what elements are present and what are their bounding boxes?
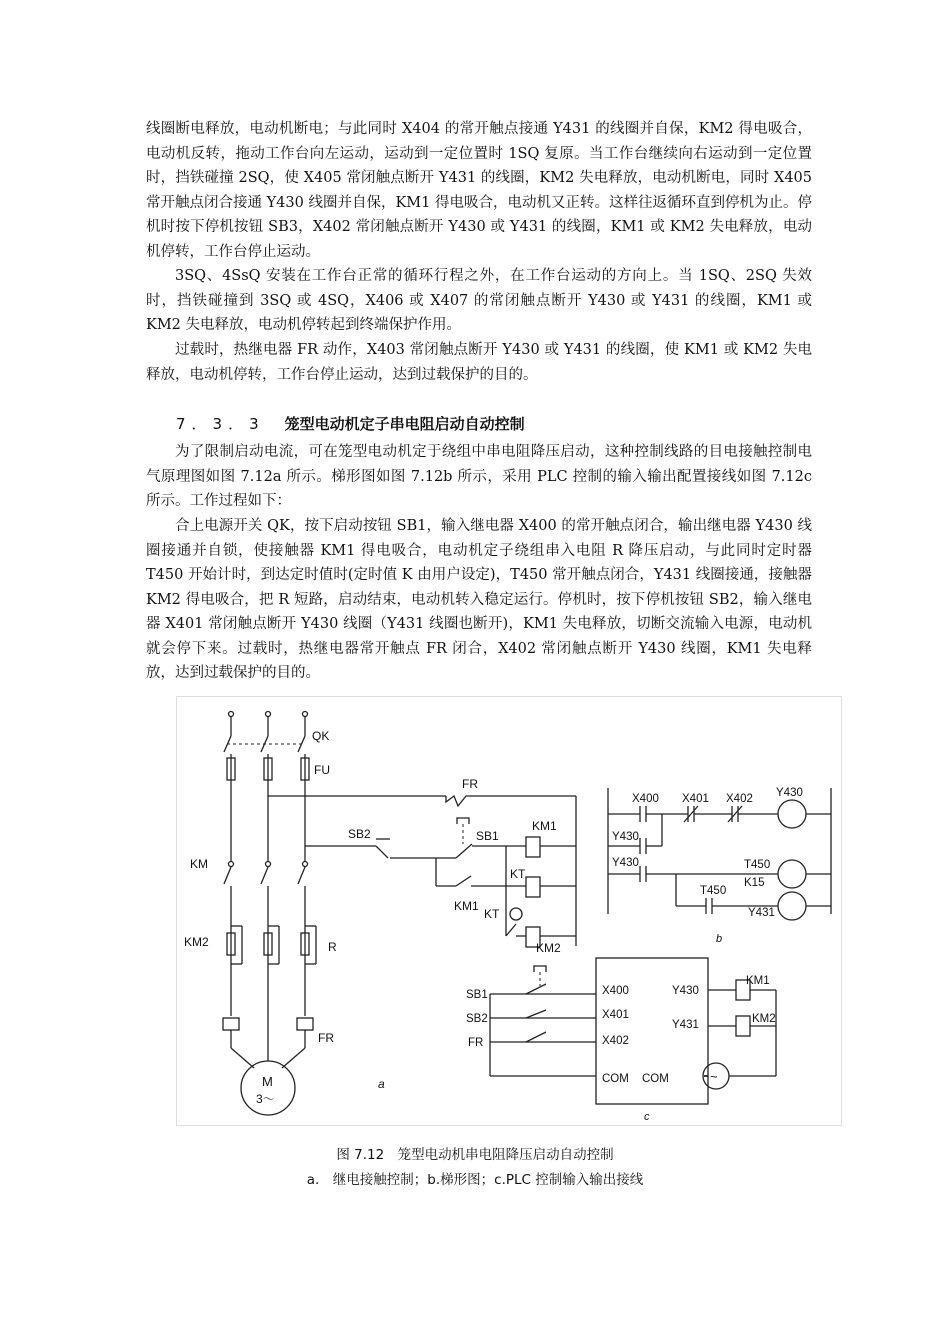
motor-phase: 3～ [256, 1092, 275, 1106]
section-heading [176, 413, 525, 434]
plc-x400: X400 [602, 985, 629, 997]
ladder-y430: Y430 [776, 787, 803, 799]
ladder-x402: X402 [726, 793, 753, 805]
ctrl-kt-contact: KT [484, 907, 500, 921]
plc-y430: Y430 [672, 985, 699, 997]
label-fu: FU [314, 763, 330, 777]
figure-subcaption: a. 继电接触控制；b.梯形图；c.PLC 控制输入输出接线 [306, 1172, 644, 1188]
plc-sb2: SB2 [466, 1013, 488, 1025]
ladder-x401: X401 [682, 793, 709, 805]
figure-caption: 图 7.12 笼型电动机串电阻降压启动自动控制 [336, 1147, 614, 1163]
label-qk: QK [312, 729, 330, 743]
ctrl-km2-coil: KM2 [536, 941, 561, 955]
diagram-c-plc [466, 958, 776, 1123]
ladder-k15: K15 [744, 877, 765, 889]
ctrl-sb2: SB2 [348, 827, 371, 841]
motor-m: M [262, 1074, 273, 1089]
plc-sb1: SB1 [466, 989, 488, 1001]
figure-7-12 [176, 696, 842, 1126]
figure-c-label: c [644, 1111, 650, 1123]
ctrl-fr: FR [462, 777, 478, 791]
plc-ac-source: ~ [710, 1069, 718, 1084]
label-km: KM [190, 857, 208, 871]
ctrl-km1-coil: KM1 [532, 819, 557, 833]
paragraph-2: 3SQ、4SsQ 安装在工作台正常的循环行程之外，在工作台运动的方向上。当 1SQ、2SQ 失效时，挡铁碰撞到 3SQ 或 4SQ，X406 或 X407 的常闭触点断开 Y430 或 Y431 的线圈，KM1 或 KM2 失电释放，电动机停转起到终端保护作用。 [146, 268, 812, 333]
ladder-y430-self: Y430 [612, 831, 639, 843]
plc-com-left: COM [602, 1073, 629, 1085]
label-km2: KM2 [184, 935, 209, 949]
plc-km1: KM1 [746, 975, 770, 987]
ctrl-sb1: SB1 [476, 829, 499, 843]
ladder-y430-b: Y430 [612, 857, 639, 869]
ladder-t450: T450 [744, 859, 771, 871]
paragraph-5: 合上电源开关 QK，按下启动按钮 SB1，输入继电器 X400 的常开触点闭合，输出继电器 Y430 线圈接通并自锁，使接触器 KM1 得电吸合，电动机定子绕组串入电阻 R 降压启动，与此同时定时器 T450 开始计时，到达定时值时(定时值 K 由用户设定)，T450 常开触点闭合，Y431 线圈接通，接触器 KM2 得电吸合，把 R 短路，启动结束，电动机转入稳定运行。停机时，按下停机按钮 SB2，输入继电器 X401 常闭触点断开 Y430 线圈（Y431 线圈也断开)，KM1 失电释放，切断交流输入电源，电动机就会停下来。过载时，热继电器常开触点 FR 闭合，X402 常闭触点断开 Y430 线圈，KM1 失电释放，达到过载保护的目的。 [146, 518, 812, 681]
ladder-x400: X400 [632, 793, 659, 805]
plc-x402: X402 [602, 1035, 629, 1047]
diagram-a-power [184, 712, 406, 1116]
paragraph-1: 线圈断电释放，电动机断电；与此同时 X404 的常开触点接通 Y431 的线圈并自保，KM2 得电吸合，电动机反转，拖动工作台向左运动，运动到一定位置时 1SQ 复原。当工作台继续向右运动到一定位置时，挡铁碰撞 2SQ，使 X405 常闭触点断开 Y431 的线圈，KM2 失电释放，电动机断电，同时 X405 常开触点闭合接通 Y430 线圈并自保，KM1 得电吸合，电动机又正转。这样往返循环直到停机为止。停机时按下停机按钮 SB3，X402 常闭触点断开 Y430 或 Y431 的线圈，KM1 或 KM2 失电释放，电动机停转，工作台停止运动。 [146, 121, 812, 260]
plc-com-right: COM [642, 1073, 669, 1085]
figure-b-label: b [716, 933, 723, 945]
circuit-diagram [176, 696, 842, 1126]
ladder-t450-contact: T450 [700, 885, 727, 897]
plc-y431: Y431 [672, 1019, 699, 1031]
ctrl-kt-coil: KT [510, 867, 526, 881]
figure-a-label: a [378, 1077, 385, 1091]
section-title: 笼型电动机定子串电阻启动自动控制 [284, 415, 525, 433]
plc-km2: KM2 [752, 1013, 776, 1025]
plc-x401: X401 [602, 1009, 629, 1021]
label-fr: FR [318, 1031, 334, 1045]
paragraph-3: 过载时，热继电器 FR 动作，X403 常闭触点断开 Y430 或 Y431 的线圈，使 KM1 或 KM2 失电释放，电动机停转，工作台停止运动，达到过载保护的目的。 [146, 342, 812, 383]
section-number: 7．3．3 [176, 415, 265, 433]
plc-fr: FR [468, 1037, 484, 1049]
diagram-b-ladder [608, 787, 831, 945]
paragraph-4: 为了限制启动电流，可在笼型电动机定于绕组中串电阻降压启动，这种控制线路的目电接触控制电气原理图如图 7.12a 所示。梯形图如图 7.12b 所示，采用 PLC 控制的输入输出配置接线如图 7.12c 所示。工作过程如下： [146, 444, 812, 509]
ctrl-km1-contact: KM1 [454, 899, 479, 913]
label-r: R [328, 940, 337, 954]
ladder-y431: Y431 [748, 907, 775, 919]
diagram-a-control [312, 777, 576, 955]
